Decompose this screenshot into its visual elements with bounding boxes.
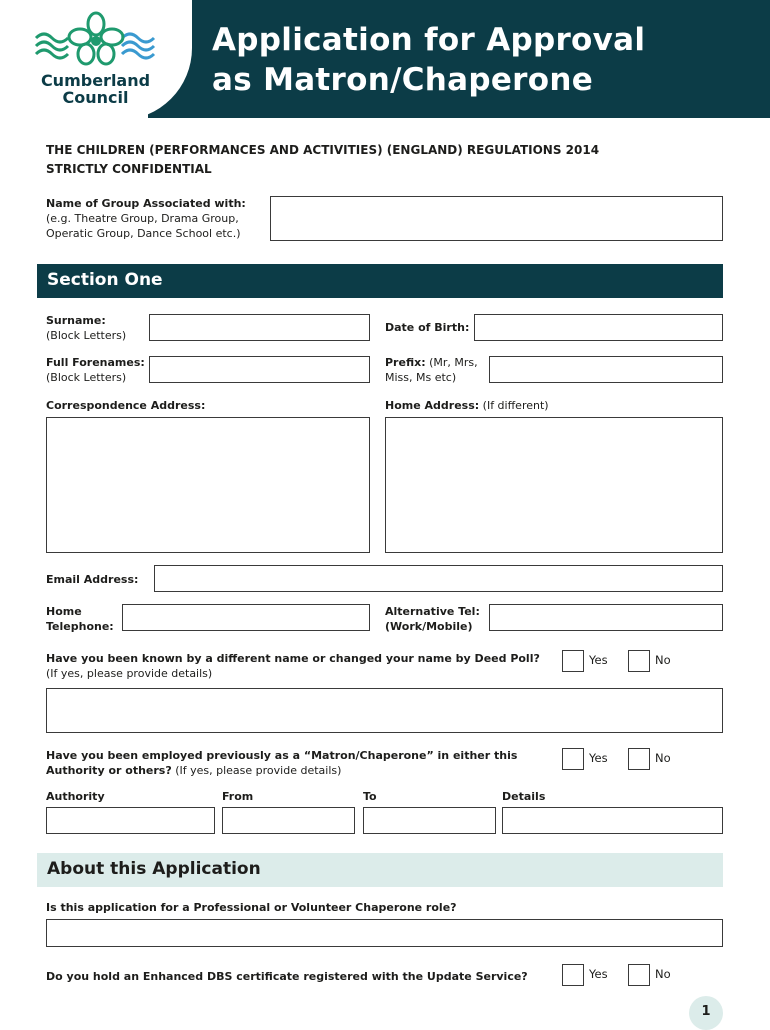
page-number: 1 xyxy=(701,1004,711,1019)
to-field[interactable] xyxy=(363,807,496,834)
section-one-header: Section One xyxy=(37,264,723,298)
page-number-badge xyxy=(689,996,723,1030)
dbs-yes-label: Yes xyxy=(589,967,608,981)
document-title: Application for Approval as Matron/Chaperone xyxy=(212,22,646,98)
forenames-label: Full Forenames: (Block Letters) xyxy=(46,356,145,384)
alternative-tel-field[interactable] xyxy=(489,604,723,631)
dob-label: Date of Birth: xyxy=(385,321,470,334)
email-label: Email Address: xyxy=(46,573,139,586)
employed-question: Have you been employed previously as a “Matron/Chaperone” in either this Authority or others? (If yes, please provide details) xyxy=(46,749,518,777)
employed-yes-checkbox[interactable] xyxy=(562,748,584,770)
email-field[interactable] xyxy=(154,565,723,592)
prefix-label: Prefix: (Mr, Mrs, Miss, Ms etc) xyxy=(385,356,478,384)
home-telephone-label: Home Telephone: xyxy=(46,605,114,633)
correspondence-address-label: Correspondence Address: xyxy=(46,399,206,412)
dbs-yes-checkbox[interactable] xyxy=(562,964,584,986)
correspondence-address-field[interactable] xyxy=(46,417,370,553)
name-change-details-field[interactable] xyxy=(46,688,723,733)
dbs-no-label: No xyxy=(655,967,671,981)
council-name: Cumberland Council xyxy=(40,71,151,107)
authority-field[interactable] xyxy=(46,807,215,834)
name-change-no-checkbox[interactable] xyxy=(628,650,650,672)
employed-yes-label: Yes xyxy=(589,751,608,765)
role-field[interactable] xyxy=(46,919,723,947)
dbs-question: Do you hold an Enhanced DBS certificate registered with the Update Service? xyxy=(46,970,528,983)
surname-field[interactable] xyxy=(149,314,370,341)
authority-column-label: Authority xyxy=(46,790,105,803)
employed-no-label: No xyxy=(655,751,671,765)
home-address-label: Home Address: (If different) xyxy=(385,399,549,412)
to-column-label: To xyxy=(363,790,377,803)
details-column-label: Details xyxy=(502,790,546,803)
group-name-field[interactable] xyxy=(270,196,723,241)
from-field[interactable] xyxy=(222,807,355,834)
name-change-yes-checkbox[interactable] xyxy=(562,650,584,672)
surname-label: Surname: (Block Letters) xyxy=(46,314,127,342)
group-label: Name of Group Associated with: (e.g. Theatre Group, Drama Group, Operatic Group, Dance School etc.) xyxy=(46,197,246,240)
dbs-no-checkbox[interactable] xyxy=(628,964,650,986)
name-change-no-label: No xyxy=(655,653,671,667)
home-address-field[interactable] xyxy=(385,417,723,553)
alternative-tel-label: Alternative Tel: (Work/Mobile) xyxy=(385,605,480,633)
name-change-question: Have you been known by a different name or changed your name by Deed Poll? (If yes, please provide details) xyxy=(46,652,540,680)
role-question: Is this application for a Professional or Volunteer Chaperone role? xyxy=(46,901,457,914)
about-application-header: About this Application xyxy=(37,853,723,887)
from-column-label: From xyxy=(222,790,254,803)
employed-no-checkbox[interactable] xyxy=(628,748,650,770)
home-telephone-field[interactable] xyxy=(122,604,370,631)
name-change-yes-label: Yes xyxy=(589,653,608,667)
forenames-field[interactable] xyxy=(149,356,370,383)
prefix-field[interactable] xyxy=(489,356,723,383)
details-field[interactable] xyxy=(502,807,723,834)
council-flower-logo-icon xyxy=(0,0,192,72)
regulations-heading: THE CHILDREN (PERFORMANCES AND ACTIVITIES) (ENGLAND) REGULATIONS 2014 STRICTLY CONFIDENTIAL xyxy=(46,143,600,176)
dob-field[interactable] xyxy=(474,314,723,341)
